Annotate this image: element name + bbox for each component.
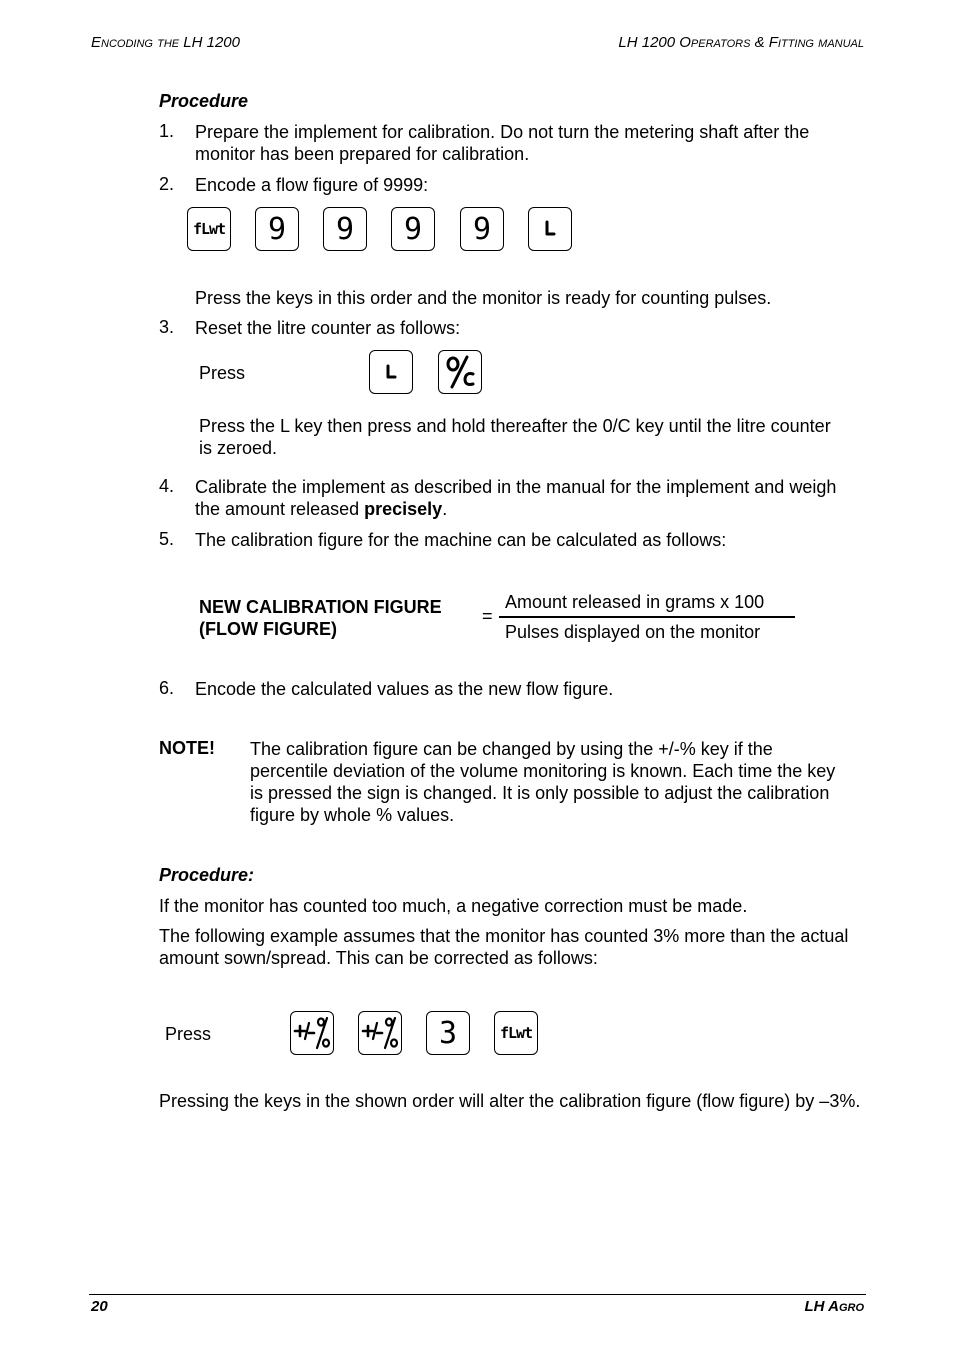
digit-9-key — [323, 207, 367, 251]
digit-key-label: 9 — [267, 211, 287, 247]
flwt-key — [494, 1011, 538, 1055]
running-header-left: Encoding the LH 1200 — [91, 34, 240, 51]
digit-key-label: 9 — [335, 211, 355, 247]
step-number: 1. — [159, 121, 175, 141]
press-label: Press — [165, 1024, 212, 1044]
footer-rule — [89, 1294, 866, 1295]
zero-clear-icon — [443, 354, 477, 390]
paragraph: The following example assumes that the monitor has counted 3% more than the actual amount sown/spread. This can be corrected as follows: — [159, 926, 849, 968]
plus-minus-percent-icon — [292, 1014, 332, 1052]
press-label: Press — [199, 363, 246, 383]
litre-key — [528, 207, 572, 251]
step-text-part: . — [442, 499, 448, 519]
step2-instruction: Press the keys in this order and the monitor is ready for counting pulses. — [195, 288, 772, 308]
plus-minus-percent-key — [358, 1011, 402, 1055]
step-text: Prepare the implement for calibration. Do not turn the metering shaft after the monitor has been prepared for calibration. — [195, 122, 810, 164]
flwt-key-label: fLwt — [192, 220, 226, 238]
step-number: 3. — [159, 317, 175, 337]
digit-3-key — [426, 1011, 470, 1055]
paragraph: Pressing the keys in the shown order will alter the calibration figure (flow figure) by –3%. — [159, 1091, 861, 1111]
litre-key — [369, 350, 413, 394]
note-label: NOTE! — [159, 738, 215, 758]
fraction-line — [499, 616, 795, 618]
flwt-key — [187, 207, 231, 251]
running-header-right: LH 1200 Operators & Fitting manual — [618, 34, 864, 51]
formula-denominator: Pulses displayed on the monitor — [505, 622, 761, 642]
formula-equals: = — [482, 606, 493, 626]
formula-label-line: NEW CALIBRATION FIGURE — [199, 597, 442, 617]
step-text: Encode the calculated values as the new flow figure. — [195, 679, 614, 699]
step-text-emphasis: precisely — [364, 499, 443, 519]
digit-key-label: 9 — [403, 211, 423, 247]
step-number: 5. — [159, 529, 175, 549]
step-number: 2. — [159, 174, 175, 194]
zero-clear-key — [438, 350, 482, 394]
digit-key-label: 9 — [472, 211, 492, 247]
digit-9-key — [255, 207, 299, 251]
step-text: Encode a flow figure of 9999: — [195, 175, 429, 195]
digit-9-key — [391, 207, 435, 251]
step-text: Reset the litre counter as follows: — [195, 318, 461, 338]
plus-minus-percent-key — [290, 1011, 334, 1055]
flwt-key-label: fLwt — [499, 1024, 533, 1042]
step-number: 6. — [159, 678, 175, 698]
paragraph: If the monitor has counted too much, a negative correction must be made. — [159, 896, 748, 916]
step-number: 4. — [159, 476, 175, 496]
note-text: The calibration figure can be changed by using the +/-% key if the percentile deviation of the volume monitoring is known. Each time the key is pressed the sign is changed. It is only possible to adjust the calibration figure by whole % values. — [250, 739, 836, 825]
page-number: 20 — [91, 1298, 108, 1315]
step-text: The calibration figure for the machine can be calculated as follows: — [195, 530, 727, 550]
litre-l-icon — [381, 361, 401, 383]
footer-brand: LH Agro — [804, 1298, 864, 1315]
procedure-heading: Procedure: — [159, 865, 255, 885]
litre-l-icon — [540, 218, 560, 240]
digit-key-label: 3 — [438, 1015, 458, 1051]
formula-label-line: (FLOW FIGURE) — [199, 619, 337, 639]
digit-9-key — [460, 207, 504, 251]
formula-label — [199, 596, 442, 640]
formula-numerator: Amount released in grams x 100 — [505, 592, 765, 612]
plus-minus-percent-icon — [360, 1014, 400, 1052]
step-text-part: Calibrate the implement as described in the manual for the implement and weigh the amount released — [195, 477, 837, 519]
procedure-heading: Procedure — [159, 91, 249, 111]
step3-instruction: Press the L key then press and hold thereafter the 0/C key until the litre counter is zeroed. — [199, 416, 831, 458]
step-text — [195, 476, 865, 520]
